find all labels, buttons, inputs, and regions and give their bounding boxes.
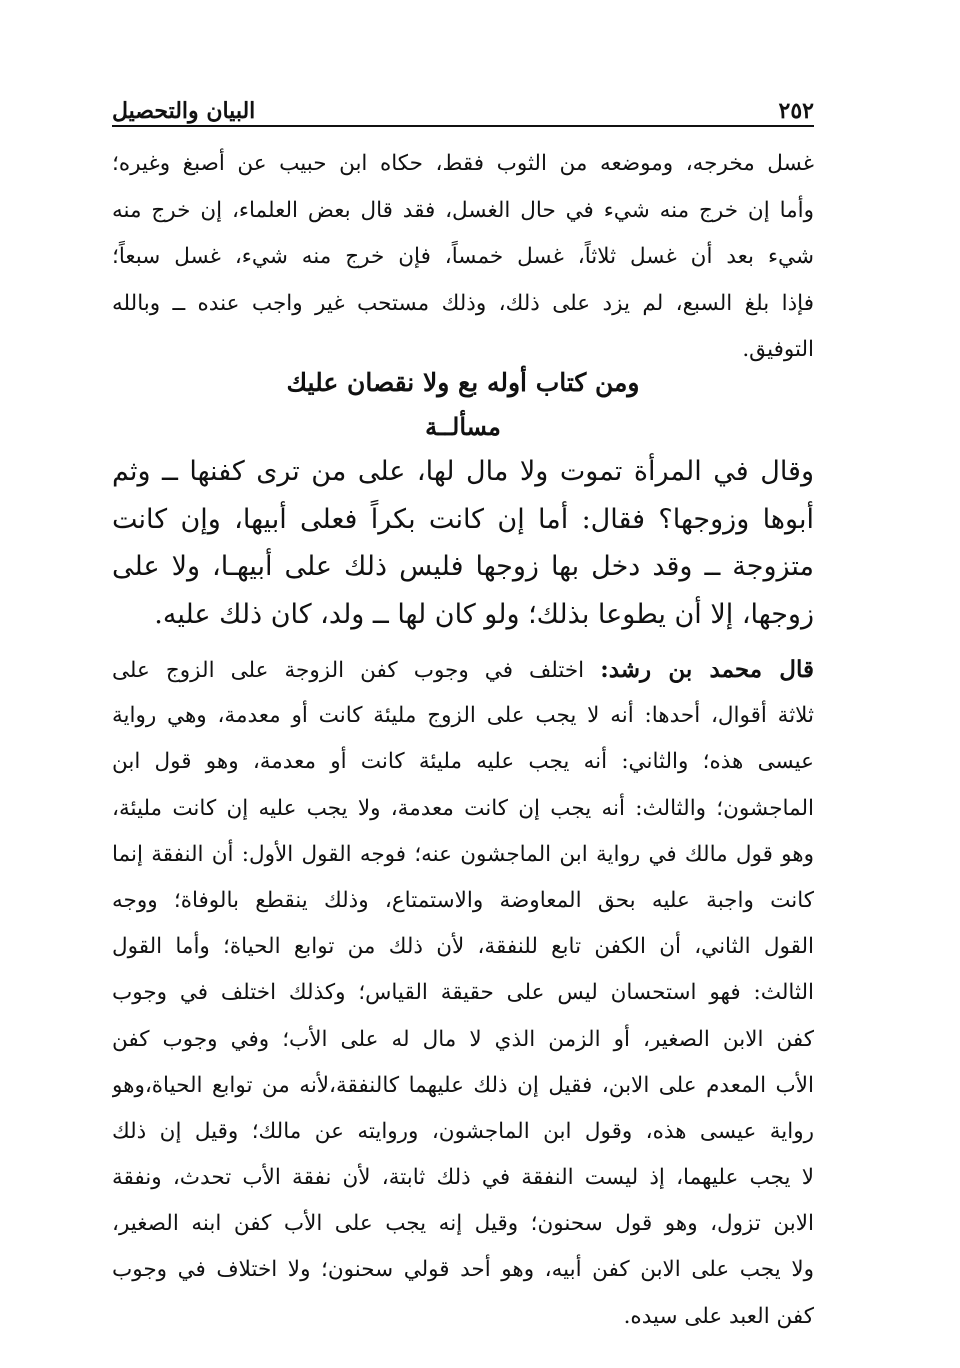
text-line: متزوجة ــ وقد دخل بها زوجها فليس ذلك على أبيهـا، ولا على: [112, 551, 814, 582]
paragraph-1: [112, 141, 814, 374]
text-line: الماجشون؛ والثالث: أنه يجب إن كانت معدمة، ولا يجب عليه إن كانت مليئة،: [112, 795, 814, 821]
page-number: ٢٥٢: [778, 98, 814, 124]
header-rule: [112, 125, 814, 127]
text-line: غسل مخرجه، وموضعه من الثوب فقط، حكاه ابن حبيب عن أصبغ وغيره؛: [112, 151, 814, 176]
text-line: أبوها وزوجها؟ فقال: أما إن كانت بكراً فعلى أبيها، وإن كانت: [112, 503, 814, 535]
text-line: ولا يجب على الابن كفن أبيه، وهو أحد قولي سحنون؛ ولا اختلاف في وجوب: [112, 1257, 814, 1283]
question-paragraph: [112, 448, 814, 638]
text-line: كانت واجبة عليه بحق المعاوضة والاستمتاع، وذلك ينقطع بالوفاة؛ ووجه: [112, 887, 814, 913]
text-line: عيسى هذه؛ والثاني: أنه يجب عليه مليئة كانت أو معدمة، وهو قول ابن: [112, 749, 814, 775]
text-line: رواية عيسى هذه، وقول ابن الماجشون، وروايته عن مالك؛ وقيل إن ذلك: [112, 1118, 814, 1144]
text-line: فإذا بلغ السبع، لم يزد على ذلك، وذلك مستحب غير واجب عنده ــ وبالله: [112, 290, 814, 316]
text-line: التوفيق.: [742, 337, 814, 362]
text-line: الابن تزول، وهو قول سحنون؛ وقيل إنه يجب على الأب كفن ابنه الصغير،: [112, 1211, 814, 1237]
text-line: كفن العبد على سيده.: [623, 1303, 814, 1329]
issue-title: مسألــة: [425, 412, 501, 441]
commentary-speaker: قال محمد بن رشد:: [600, 656, 814, 683]
text-line: زوجها، إلا أن يطوعا بذلك؛ ولو كان لها ــ ولد، كان ذلك عليه.: [154, 598, 814, 630]
text-line: شيء بعد أن غسل ثلاثاً، غسل خمساً، فإن خرج منه شيء، غسل سبعاً؛: [112, 244, 814, 269]
text-line: [112, 647, 814, 693]
text-line: لا يجب عليهما، إذ ليست النفقة في ذلك ثابتة، لأن نفقة الأب تحدث، ونفقة: [112, 1165, 814, 1191]
commentary-paragraph: [112, 647, 814, 1340]
section-title: ومن كتاب أوله بع ولا نقصان عليك: [286, 368, 640, 397]
text-line: كفن الابن الصغير، أو الزمن الذي لا مال له على الأب؛ وفي وجوب كفن: [112, 1026, 814, 1052]
text-line: القول الثاني، أن الكفن تابع للنفقة، لأن ذلك من توابع الحياة؛ وأما القول: [112, 934, 814, 960]
text-line: وأما إن خرج منه شيء في حال الغسل، فقد قال بعض العلماء، إن خرج منه: [112, 197, 814, 223]
running-title: البيان والتحصيل: [112, 98, 256, 124]
text-line: الأب المعدم على الابن، فقيل إن ذلك عليهما كالنفقة،لأنه من توابع الحياة،وهو: [112, 1072, 814, 1098]
text-line: وقال في المرأة تموت ولا مال لها، على من ترى كفنها ــ وثم: [112, 456, 814, 487]
text-line: ثلاثة أقوال، أحدها: أنه لا يجب على الزوج مليئة كانت أو معدمة، وهي رواية: [112, 703, 814, 729]
page-header: [112, 86, 814, 124]
text-line: الثالث: فهو استحسان ليس على حقيقة القياس؛ وكذلك اختلف في وجوب: [112, 980, 814, 1006]
commentary-first-line: اختلف في وجوب كفن الزوجة على الزوج على: [112, 658, 585, 683]
text-line: وهو قول مالك في رواية ابن الماجشون عنه؛ فوجه القول الأول: أن النفقة إنما: [112, 841, 814, 867]
